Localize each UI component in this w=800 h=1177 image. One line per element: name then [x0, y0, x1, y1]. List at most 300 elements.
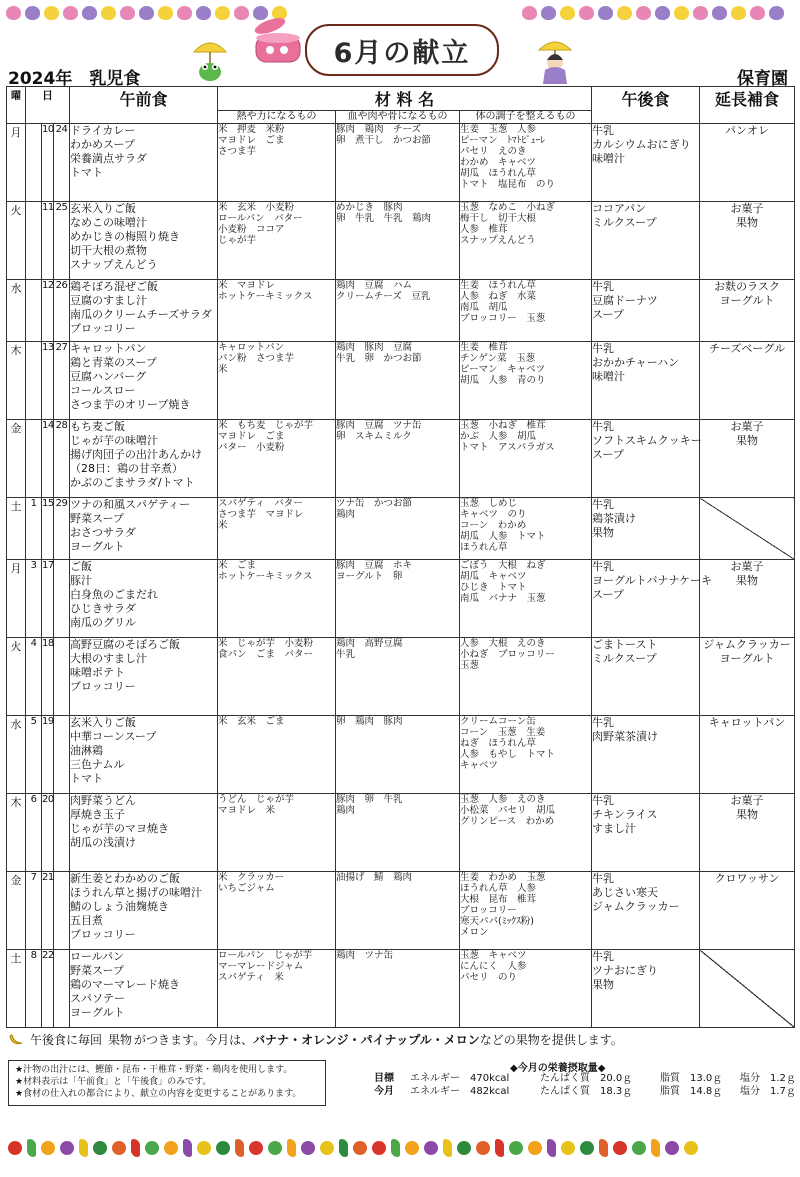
vegetable-icon [424, 1141, 438, 1155]
date-2: 20 [42, 794, 54, 872]
morning-dishes [70, 280, 218, 342]
date-1: 4 [26, 638, 42, 716]
ingredients-condition: 生姜 玉葱 人参 ピーマン ﾄﾏﾄﾋﾟｭｰﾚ パセリ えのき わかめ キャベツ 胡瓜 ほうれん草 トマト 塩昆布 のり [460, 124, 592, 202]
dish-item: 玄米入りご飯 [70, 716, 136, 729]
dish-item: トマト [70, 772, 103, 785]
ingredients-energy: 米 ごま ホットケーキミックス [218, 560, 336, 638]
snack-item: 果物 [592, 526, 615, 539]
dish-item: スパソテー [70, 992, 125, 1005]
note-line: ★食材の仕入れの都合により、献立の内容を変更することがあります。 [15, 1089, 302, 1099]
extended-snack [700, 638, 795, 716]
flower-icon [44, 6, 59, 20]
menu-row [7, 342, 795, 420]
dish-item: 鶏のマーマレード焼き [70, 978, 180, 991]
snack-item: 牛乳 [592, 950, 615, 963]
ingredients-blood: 鶏肉 高野豆腐 牛乳 [336, 638, 460, 716]
date-3: 28 [54, 420, 70, 498]
vegetable-icon [8, 1141, 22, 1155]
vegetable-icon [131, 1139, 140, 1157]
extended-snack [700, 498, 795, 560]
flower-icon [25, 6, 40, 20]
date-3: 26 [54, 280, 70, 342]
day-of-week: 水 [7, 716, 26, 794]
dish-item: 豆腐のすまし汁 [70, 294, 147, 307]
snack-item: 牛乳 [592, 872, 615, 885]
dish-item: スナップえんどう [70, 258, 158, 271]
dish-item: 南瓜のグリル [70, 616, 136, 629]
vegetable-icon [197, 1141, 211, 1155]
dish-item: 味噌ポテト [70, 666, 125, 679]
date-1 [26, 280, 42, 342]
ingredients-condition: 玉葱 なめこ 小ねぎ 梅干し 切干大根 人参 椎茸 スナップえんどう [460, 202, 592, 280]
extended-item: 果物 [736, 574, 759, 587]
date-1: 8 [26, 950, 42, 1028]
day-of-week: 水 [7, 280, 26, 342]
menu-row [7, 716, 795, 794]
extended-snack [700, 794, 795, 872]
extended-item: お麩のラスク [714, 280, 780, 293]
morning-dishes [70, 872, 218, 950]
date-1: 6 [26, 794, 42, 872]
vegetable-icon [509, 1141, 523, 1155]
vegetable-icon [372, 1141, 386, 1155]
ingredients-blood: 卵 鶏肉 豚肉 [336, 716, 460, 794]
notes-box [8, 1060, 326, 1106]
ingredients-condition: 生姜 椎茸 チンゲン菜 玉葱 ピーマン キャベツ 胡瓜 人参 青のり [460, 342, 592, 420]
snack-item: 味噌汁 [592, 152, 626, 165]
flower-icon [522, 6, 537, 20]
snack-item: 牛乳 [592, 124, 615, 137]
date-3: 27 [54, 342, 70, 420]
snack-item: あじさい寒天 [592, 886, 659, 899]
vegetable-icon [268, 1141, 282, 1155]
extended-item: お菓子 [730, 420, 764, 433]
dish-item: トマト [70, 166, 103, 179]
ingredients-energy: キャロットパン パン粉 さつま芋 米 [218, 342, 336, 420]
snack-item: 牛乳 [592, 716, 615, 729]
morning-dishes [70, 498, 218, 560]
vegetable-icon [443, 1139, 452, 1157]
header-blood: 血や肉や骨になるもの [336, 111, 460, 124]
snack-item: スープ [592, 308, 624, 321]
vegetable-icon [27, 1139, 36, 1157]
vegetable-icon [60, 1141, 74, 1155]
flower-icon [158, 6, 173, 20]
menu-row [7, 280, 795, 342]
dish-item: ツナの和風スパゲティー [70, 498, 191, 511]
dish-item: 玄米入りご飯 [70, 202, 136, 215]
girl-umbrella-icon [535, 34, 575, 86]
dish-item: じゃが芋の味噌汁 [70, 434, 158, 447]
day-of-week: 木 [7, 342, 26, 420]
date-2: 10 [42, 124, 54, 202]
extended-item: 果物 [736, 434, 759, 447]
date-1: 7 [26, 872, 42, 950]
dish-item: じゃが芋のマヨ焼き [70, 822, 169, 835]
date-2: 17 [42, 560, 54, 638]
extended-item: ヨーグルト [719, 652, 775, 665]
nutrition-row-target [374, 1072, 800, 1085]
flower-icon [598, 6, 613, 20]
snack-item: ミルクスープ [592, 652, 657, 665]
page-title: 6月の献立 [305, 24, 499, 76]
date-1: 5 [26, 716, 42, 794]
snack-item: ココアパン [592, 202, 647, 215]
nutrition-label: 今月 [374, 1086, 394, 1097]
dish-item: ほうれん草と揚げの味噌汁 [70, 886, 202, 899]
dish-item: ヨーグルト [70, 1006, 125, 1019]
flower-icon [617, 6, 632, 20]
ingredients-condition: クリームコーン缶 コーン 玉葱 生姜 ねぎ ほうれん草 人参 もやし トマト キャベツ [460, 716, 592, 794]
ingredients-condition: 玉葱 小ねぎ 椎茸 かぶ 人参 胡瓜 トマト アスパラガス [460, 420, 592, 498]
extended-item: お菓子 [730, 794, 764, 807]
extended-snack [700, 420, 795, 498]
dish-item: ご飯 [70, 560, 92, 573]
afternoon-snack [592, 202, 700, 280]
extended-snack [700, 560, 795, 638]
day-of-week: 土 [7, 950, 26, 1028]
dish-item: 揚げ肉団子の出汁あんかけ [70, 448, 202, 461]
dish-item: おさつサラダ [70, 526, 136, 539]
vegetable-icon [79, 1139, 88, 1157]
dish-item: 豆腐ハンバーグ [70, 370, 147, 383]
vegetable-icon [216, 1141, 230, 1155]
flower-icon [636, 6, 651, 20]
flower-icon [731, 6, 746, 20]
morning-dishes [70, 420, 218, 498]
vegetable-icon [301, 1141, 315, 1155]
extended-snack [700, 716, 795, 794]
dish-item: （28日：鶏の甘辛煮） [70, 462, 183, 475]
vegetable-icon [391, 1139, 400, 1157]
nutrition-protein: たんぱく質 18.3ｇ [540, 1086, 633, 1097]
snack-item: 豆腐ドーナツ [592, 294, 658, 307]
header-day: 日 [26, 87, 70, 124]
extended-item: ジャムクラッカー [703, 638, 791, 651]
menu-row [7, 202, 795, 280]
nursery-label: 保育園 [737, 69, 788, 89]
flower-icon [139, 6, 154, 20]
vegetable-border [8, 1136, 792, 1160]
date-3: 25 [54, 202, 70, 280]
morning-dishes [70, 560, 218, 638]
morning-dishes [70, 124, 218, 202]
vegetable-icon [320, 1141, 334, 1155]
vegetable-icon [613, 1141, 627, 1155]
ingredients-blood: 豚肉 卵 牛乳 鶏肉 [336, 794, 460, 872]
afternoon-snack [592, 342, 700, 420]
flower-icon [234, 6, 249, 20]
nutrition-energy: エネルギー 482kcal [410, 1086, 510, 1097]
flower-icon [82, 6, 97, 20]
snack-item: カルシウムおにぎり [592, 138, 691, 151]
nutrition-fat: 脂質 13.0ｇ [660, 1073, 723, 1084]
flower-icon [712, 6, 727, 20]
vegetable-icon [41, 1141, 55, 1155]
dish-item: ブロッコリー [70, 680, 136, 693]
header-condition: 体の調子を整えるもの [460, 111, 592, 124]
nutrition-title: ◆今月の栄養摂取量◆ [510, 1063, 606, 1074]
dish-item: 切干大根の煮物 [70, 244, 147, 257]
snack-item: ツナおにぎり [592, 964, 659, 977]
afternoon-snack [592, 794, 700, 872]
vegetable-icon [580, 1141, 594, 1155]
menu-row [7, 794, 795, 872]
extended-item: チーズベーグル [708, 342, 786, 355]
vegetable-icon [164, 1141, 178, 1155]
morning-dishes [70, 638, 218, 716]
fruit-note-middle: がつきます。今月は、 [134, 1033, 254, 1047]
snack-item: ごまトースト [592, 638, 658, 651]
date-1: 3 [26, 560, 42, 638]
date-1: 1 [26, 498, 42, 560]
dish-item: ヨーグルト [70, 540, 125, 553]
date-2: 19 [42, 716, 54, 794]
ingredients-energy: 米 玄米 ごま [218, 716, 336, 794]
dish-item: 鶏と青菜のスープ [70, 356, 157, 369]
vegetable-icon [235, 1139, 244, 1157]
nutrition-protein: たんぱく質 20.0ｇ [540, 1073, 633, 1084]
dish-item: 鶏そぼろ混ぜご飯 [70, 280, 158, 293]
ingredients-blood: 豚肉 豆腐 ツナ缶 卵 スキムミルク [336, 420, 460, 498]
vegetable-icon [561, 1141, 575, 1155]
vegetable-icon [632, 1141, 646, 1155]
afternoon-snack [592, 872, 700, 950]
snack-item: スープ [592, 588, 624, 601]
snack-item: すまし汁 [592, 822, 637, 835]
ingredients-blood: 鶏肉 ツナ缶 [336, 950, 460, 1028]
afternoon-snack [592, 280, 700, 342]
afternoon-snack [592, 560, 713, 638]
flower-icon [177, 6, 192, 20]
dish-item: 厚焼き玉子 [70, 808, 125, 821]
vegetable-icon [476, 1141, 490, 1155]
afternoon-snack [592, 498, 700, 560]
ingredients-blood: 豚肉 鶏肉 チーズ 卵 煮干し かつお節 [336, 124, 460, 202]
dish-item: 大根のすまし汁 [70, 652, 147, 665]
vegetable-icon [145, 1141, 159, 1155]
fruit-note [8, 1031, 623, 1048]
date-3 [54, 638, 70, 716]
note-line: ★汁物の出汁には、鰹節・昆布・干椎茸・野菜・鶏肉を使用します。 [15, 1065, 293, 1075]
snack-item: 肉野菜茶漬け [592, 730, 659, 743]
vegetable-icon [651, 1139, 660, 1157]
ingredients-condition: ごぼう 大根 ねぎ 胡瓜 キャベツ ひじき トマト 南瓜 バナナ 玉葱 [460, 560, 592, 638]
date-1 [26, 202, 42, 280]
vegetable-icon [353, 1141, 367, 1155]
ingredients-energy: ロールパン じゃが芋 マーマレードジャム スパゲティ 米 [218, 950, 336, 1028]
flower-icon [769, 6, 784, 20]
fruit-note-prefix: 午後食に毎回 [30, 1033, 103, 1047]
dish-item: 高野豆腐のそぼろご飯 [70, 638, 180, 651]
dish-item: めかじきの梅照り焼き [70, 230, 180, 243]
header-afternoon: 午後食 [592, 87, 700, 124]
extended-item: 果物 [736, 216, 759, 229]
snack-item: ソフトスキムクッキー [592, 434, 702, 447]
date-3 [54, 560, 70, 638]
header-dow: 曜 [7, 87, 26, 124]
day-of-week: 火 [7, 638, 26, 716]
date-2: 13 [42, 342, 54, 420]
menu-row [7, 638, 795, 716]
ingredients-energy: 米 玄米 小麦粉 ロールパン バター 小麦粉 ココア じゃが芋 [218, 202, 336, 280]
flower-border-right [522, 6, 784, 24]
flower-icon [655, 6, 670, 20]
dish-item: 新生姜とわかめのご飯 [70, 872, 180, 885]
vegetable-icon [249, 1141, 263, 1155]
extended-item: 果物 [736, 808, 759, 821]
flower-icon [674, 6, 689, 20]
dish-item: ブロッコリー [70, 322, 136, 335]
dish-item: なめこの味噌汁 [70, 216, 147, 229]
ingredients-condition: 玉葱 しめじ キャベツ のり コーン わかめ 胡瓜 人参 トマト ほうれん草 [460, 498, 592, 560]
nutrition-salt: 塩分 1.2ｇ [740, 1073, 796, 1084]
snack-item: 鶏茶漬け [592, 512, 637, 525]
dish-item: 五目煮 [70, 914, 103, 927]
date-2: 21 [42, 872, 54, 950]
flower-icon [101, 6, 116, 20]
frog-umbrella-icon [192, 34, 228, 84]
vegetable-icon [183, 1139, 192, 1157]
vegetable-icon [599, 1139, 608, 1157]
morning-dishes [70, 794, 218, 872]
ingredients-condition: 生姜 ほうれん草 人参 ねぎ 水菜 南瓜 胡瓜 ブロッコリー 玉葱 [460, 280, 592, 342]
fruit-note-fruits: バナナ・オレンジ・パイナップル・メロン [253, 1033, 480, 1047]
dish-item: 肉野菜うどん [70, 794, 136, 807]
year-label: 2024年 乳児食 [8, 69, 141, 89]
extended-snack [700, 872, 795, 950]
dish-item: わかめスープ [70, 138, 135, 151]
flower-icon [560, 6, 575, 20]
date-2: 11 [42, 202, 54, 280]
nutrition-row-actual [374, 1085, 800, 1098]
date-1 [26, 342, 42, 420]
day-of-week: 木 [7, 794, 26, 872]
afternoon-snack [592, 124, 700, 202]
dish-item: 南瓜のクリームチーズサラダ [70, 308, 212, 321]
morning-dishes [70, 342, 218, 420]
vegetable-icon [287, 1139, 296, 1157]
snack-item: ヨーグルトバナナケーキ [592, 574, 713, 587]
extended-item: パンオレ [725, 124, 770, 137]
date-2: 12 [42, 280, 54, 342]
vegetable-icon [112, 1141, 126, 1155]
day-of-week: 火 [7, 202, 26, 280]
dish-item: かぶのごまサラダ/トマト [70, 476, 195, 489]
morning-dishes [70, 716, 218, 794]
dish-item: コールスロー [70, 384, 136, 397]
flower-icon [693, 6, 708, 20]
dish-item: 三色ナムル [70, 758, 125, 771]
ingredients-blood: 油揚げ 鯖 鶏肉 [336, 872, 460, 950]
flower-icon [120, 6, 135, 20]
nutrition-fat: 脂質 14.8ｇ [660, 1086, 723, 1097]
dish-item: ドライカレー [70, 124, 136, 137]
date-1 [26, 124, 42, 202]
vegetable-icon [528, 1141, 542, 1155]
extended-snack [700, 124, 795, 202]
menu-row [7, 498, 795, 560]
header-morning: 午前食 [70, 87, 218, 124]
ingredients-energy: 米 押麦 米粉 マヨドレ ごま さつま芋 [218, 124, 336, 202]
fruit-note-suffix: などの果物を提供します。 [479, 1033, 623, 1047]
vegetable-icon [684, 1141, 698, 1155]
date-3 [54, 872, 70, 950]
vegetable-icon [93, 1141, 107, 1155]
extended-snack [700, 202, 795, 280]
nutrition-table [374, 1072, 800, 1098]
menu-row [7, 560, 795, 638]
snack-item: 牛乳 [592, 560, 615, 573]
ingredients-energy: 米 じゃが芋 小麦粉 食パン ごま バター [218, 638, 336, 716]
ingredients-energy: 米 マヨドレ ホットケーキミックス [218, 280, 336, 342]
ingredients-condition: 人参 大根 えのき 小ねぎ ブロッコリー 玉葱 [460, 638, 592, 716]
dish-item: 鯖のしょう油麹焼き [70, 900, 169, 913]
dish-item: ロールパン [70, 950, 125, 963]
flower-icon [750, 6, 765, 20]
extended-item: キャロットパン [708, 716, 786, 729]
date-3 [54, 716, 70, 794]
flower-icon [215, 6, 230, 20]
ingredients-blood: 鶏肉 豆腐 ハム クリームチーズ 豆乳 [336, 280, 460, 342]
dish-item: ひじきサラダ [70, 602, 136, 615]
ingredients-energy: うどん じゃが芋 マヨドレ 米 [218, 794, 336, 872]
menu-row [7, 124, 795, 202]
snack-item: おかかチャーハン [592, 356, 680, 369]
fruit-note-fruit: 果物 [108, 1033, 133, 1047]
date-2: 22 [42, 950, 54, 1028]
menu-row [7, 872, 795, 950]
snack-item: 牛乳 [592, 498, 615, 511]
snack-item: 牛乳 [592, 794, 615, 807]
ingredients-blood: めかじき 豚肉 卵 牛乳 牛乳 鶏肉 [336, 202, 460, 280]
extended-snack [700, 342, 795, 420]
ingredients-condition: 玉葱 人参 えのき 小松菜 パセリ 胡瓜 グリンピース わかめ [460, 794, 592, 872]
header-ingredients: 材 料 名 [218, 87, 592, 111]
vegetable-icon [339, 1139, 348, 1157]
snack-item: 果物 [592, 978, 615, 991]
nutrition-label: 目標 [374, 1073, 394, 1084]
date-2: 18 [42, 638, 54, 716]
menu-row [7, 950, 795, 1028]
flower-icon [6, 6, 21, 20]
header-extended: 延長補食 [700, 87, 795, 124]
dish-item: キャロットパン [70, 342, 147, 355]
vegetable-icon [457, 1141, 471, 1155]
nutrition-salt: 塩分 1.7ｇ [740, 1086, 796, 1097]
dish-item: 油淋鶏 [70, 744, 103, 757]
header-energy: 熱や力になるもの [218, 111, 336, 124]
morning-dishes [70, 202, 218, 280]
snack-item: ジャムクラッカー [592, 900, 680, 913]
menu-row [7, 420, 795, 498]
date-2: 15 [42, 498, 54, 560]
flower-icon [196, 6, 211, 20]
flower-icon [63, 6, 78, 20]
dish-item: 豚汁 [70, 574, 92, 587]
snack-item: スープ [592, 448, 624, 461]
ingredients-blood: ツナ缶 かつお節 鶏肉 [336, 498, 460, 560]
vegetable-icon [405, 1141, 419, 1155]
extended-snack [700, 950, 795, 1028]
snack-item: 味噌汁 [592, 370, 626, 383]
snack-item: 牛乳 [592, 420, 615, 433]
afternoon-snack [592, 716, 700, 794]
vegetable-icon [547, 1139, 556, 1157]
flower-icon [579, 6, 594, 20]
dish-item: 栄養満点サラダ [70, 152, 147, 165]
date-1 [26, 420, 42, 498]
